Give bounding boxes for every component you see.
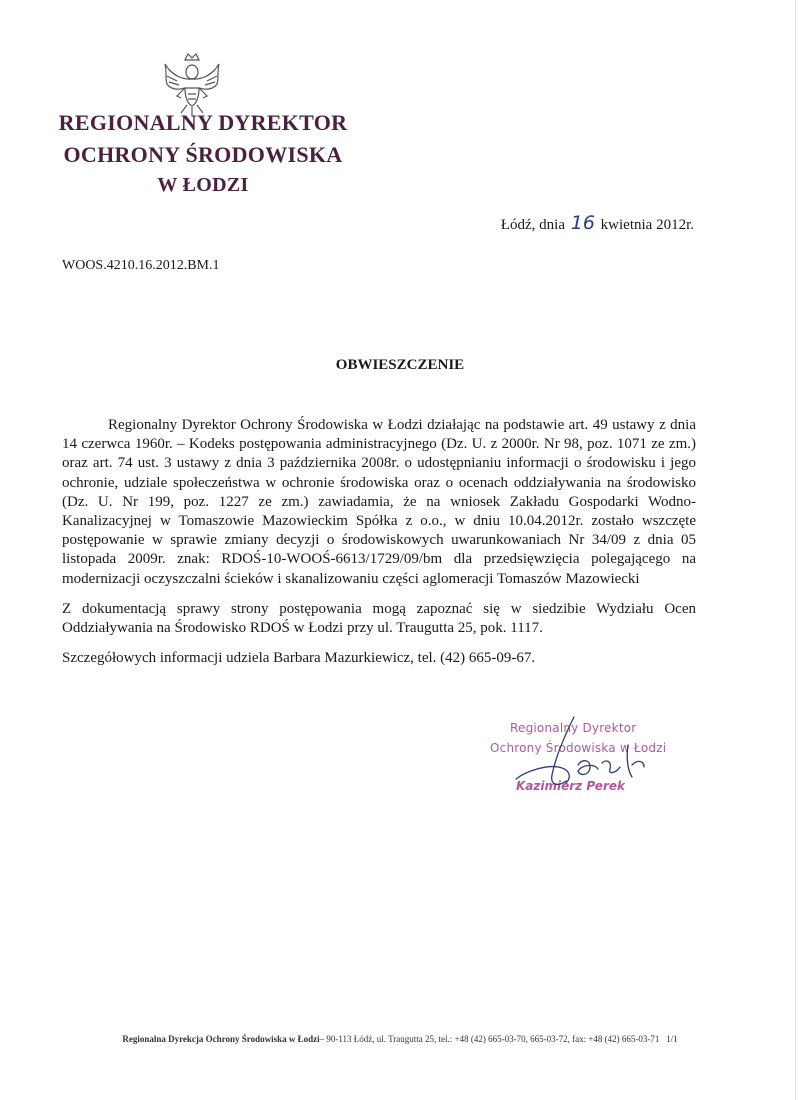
- body-paragraph-1: Regionalny Dyrektor Ochrony Środowiska w Łodzi działając na podstawie art. 49 ustawy z dnia 14 czerwca 1960r. – Kodeks postępowania administracyjnego (Dz. U. z 2000r. Nr 98, poz. 1071 ze zm.) oraz art. 74 ust. 3 ustawy z dnia 3 października 2008r. o udostępnianiu informacji o środowisku i jego ochronie, udziale społeczeństwa w ochronie środowiska oraz o ocenach oddziaływania na środowisko (Dz. U. Nr 199, poz. 1227 ze zm.) zawiadamia, że na wniosek Zakładu Gospodarki Wodno-Kanalizacyjnej w Tomaszowie Mazowieckim Spółka z o.o., w dniu 10.04.2012r. zostało wszczęte postępowanie w sprawie zmiany decyzji o środowiskowych uwarunkowaniach Nr 34/09 z dnia 05 listopada 2009r. znak: RDOŚ-10-WOOŚ-6613/1729/09/bm dla przedsięwzięcia polegającego na modernizacji oczyszczalni ścieków i skanalizowaniu części aglomeracji Tomaszów Mazowiecki: [62, 417, 696, 587]
- document-body: [62, 416, 696, 679]
- body-paragraph-3: Szczegółowych informacji udziela Barbara Mazurkiewicz, tel. (42) 665-09-67.: [62, 650, 536, 667]
- dateline-suffix: kwietnia 2012r.: [600, 217, 694, 233]
- case-reference: WOOS.4210.16.2012.BM.1: [62, 258, 220, 273]
- official-stamp: [486, 715, 676, 800]
- dateline-prefix: Łódź, dnia: [500, 217, 565, 233]
- footer-details: – 90-113 Łódź, ul. Traugutta 25, tel.: +48 (42) 665-03-70, 665-03-72, fax: +48 (42) 665-03-71: [319, 1034, 660, 1044]
- handwritten-signature: [486, 715, 676, 800]
- authority-name-line3: W ŁODZI: [157, 174, 249, 196]
- stamp-line1: Regionalny Dyrektor: [510, 721, 637, 735]
- dateline: [501, 212, 694, 234]
- dateline-day-handwritten: 16: [570, 212, 595, 234]
- stamp-line3: Kazimierz Perek: [516, 779, 625, 793]
- authority-name-line2: OCHRONY ŚRODOWISKA: [63, 142, 343, 167]
- body-paragraph-2: Z dokumentacją sprawy strony postępowania mogą zapoznać się w siedzibie Wydziału Ocen Oddziaływania na Środowisko RDOŚ w Łodzi przy ul. Traugutta 25, pok. 1117.: [62, 600, 696, 637]
- footer-organization: Regionalna Dyrekcja Ochrony Środowiska w Łodzi: [122, 1034, 320, 1044]
- document-title: OBWIESZCZENIE: [335, 357, 465, 373]
- footer-page-number: 1/1: [666, 1034, 678, 1044]
- stamp-line2: Ochrony Środowiska w Łodzi: [490, 741, 667, 755]
- scan-edge: [795, 0, 796, 1100]
- authority-name-line1: REGIONALNY DYREKTOR: [58, 110, 348, 135]
- document-footer: [0, 1034, 800, 1044]
